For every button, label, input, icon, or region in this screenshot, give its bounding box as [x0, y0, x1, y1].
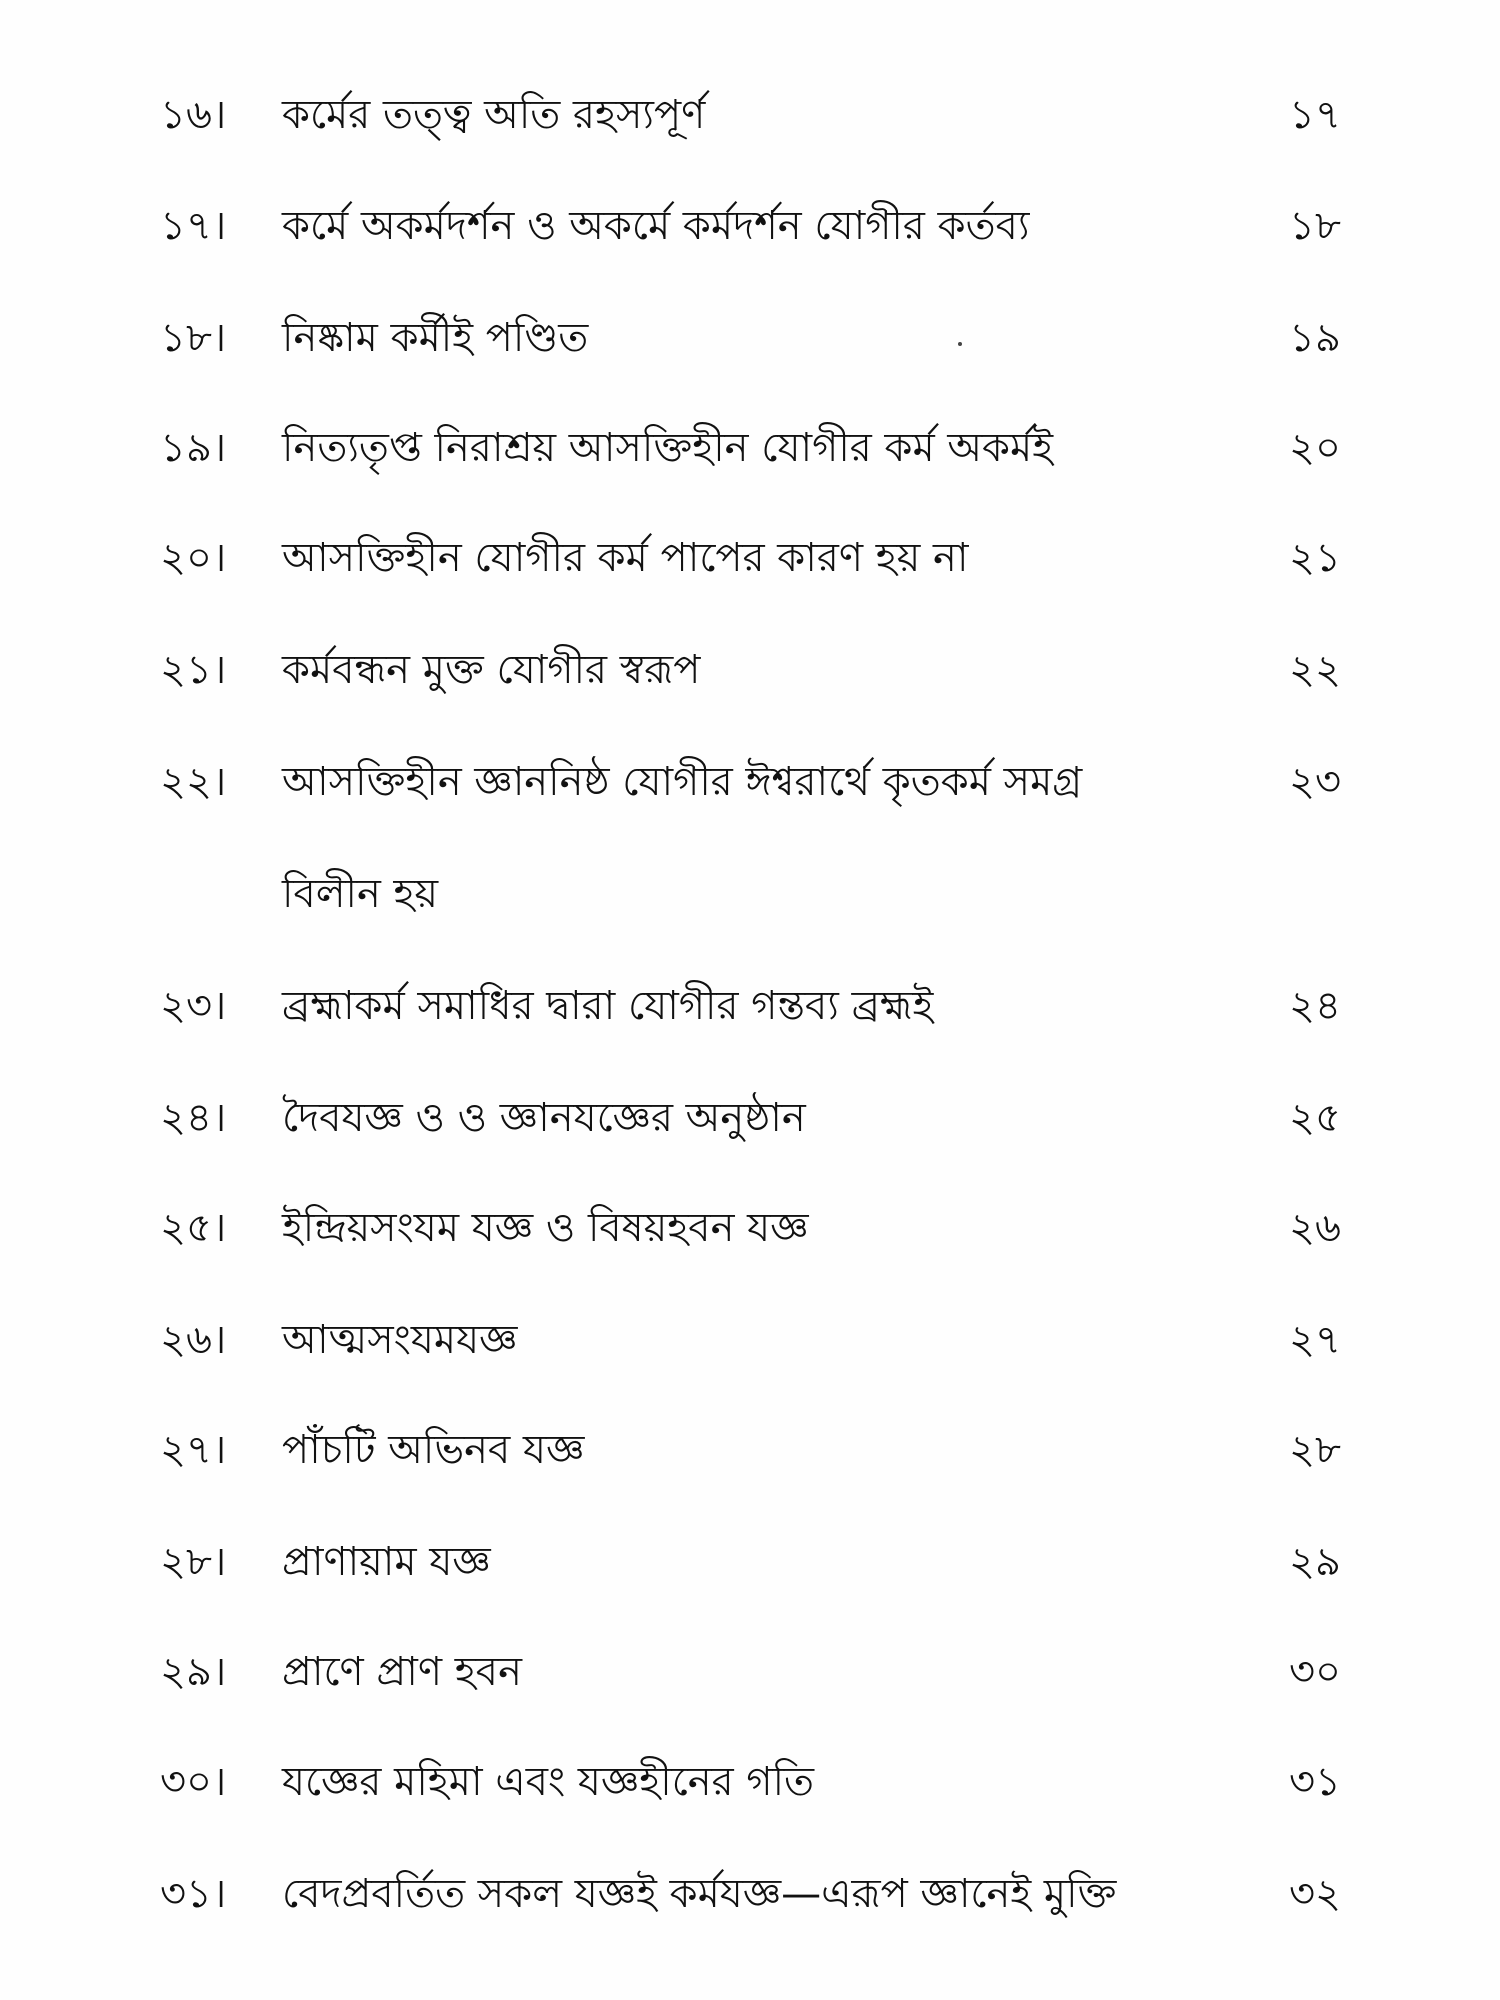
toc-entry-page: ২৯: [1289, 1539, 1341, 1585]
toc-entry-title-continuation: বিলীন হয়: [282, 871, 439, 917]
toc-entry-number: ২৯।: [160, 1649, 227, 1695]
toc-entry-number: ১৮।: [160, 315, 227, 361]
toc-entry-title: কর্মে অকর্মদর্শন ও অকর্মে কর্মদর্শন যোগীর কর্তব্য: [282, 203, 1030, 249]
toc-entry-page: ২৪: [1289, 983, 1341, 1029]
toc-entry-number: ২৪।: [160, 1095, 227, 1141]
toc-entry-number: ২২।: [160, 759, 227, 805]
toc-entry: [0, 640, 1500, 700]
toc-entry-number: ৩০।: [160, 1759, 227, 1805]
toc-entry-title: পাঁচটি অভিনব যজ্ঞ: [282, 1427, 585, 1473]
toc-entry-title: আসক্তিহীন যোগীর কর্ম পাপের কারণ হয় না: [282, 535, 969, 581]
toc-entry-title: কর্মবন্ধন মুক্ত যোগীর স্বরূপ: [282, 647, 701, 693]
toc-entry-page: ২৭: [1288, 1317, 1341, 1363]
toc-entry-page: ২২: [1288, 647, 1341, 693]
toc-entry-title: ব্রহ্মাকর্ম সমাধির দ্বারা যোগীর গন্তব্য ব্রহ্মই: [282, 983, 934, 1029]
toc-entry: [0, 1642, 1500, 1702]
toc-entry-page: ৩১: [1289, 1759, 1341, 1805]
toc-entry-title: কর্মের তত্ত্ব অতি রহস্যপূর্ণ: [282, 92, 706, 138]
toc-entry-page: ২০: [1288, 425, 1341, 471]
toc-entry: [0, 976, 1500, 1036]
toc-entry-number: ২৬।: [160, 1317, 227, 1363]
toc-entry-page: ৩০: [1288, 1649, 1341, 1695]
toc-entry-number: ১৭।: [160, 203, 227, 249]
toc-entry-title: প্রাণে প্রাণ হবন: [282, 1649, 522, 1695]
toc-entry: [0, 1752, 1500, 1812]
toc-entry-page: ২৫: [1289, 1095, 1341, 1141]
toc-entry: [0, 752, 1500, 917]
ink-speck: [958, 342, 962, 346]
toc-entry-number: ২০।: [160, 535, 227, 581]
toc-entry-page: ২১: [1289, 535, 1341, 581]
toc-entry-page: ১৮: [1289, 203, 1341, 249]
toc-entry: [0, 196, 1500, 256]
toc-entry: [0, 1420, 1500, 1480]
toc-entry-number: ২৫।: [160, 1205, 227, 1251]
toc-entry-title: নিষ্কাম কর্মীই পণ্ডিত: [282, 315, 589, 361]
toc-entry-title: আত্মসংযমযজ্ঞ: [282, 1317, 518, 1363]
toc-entry-title: নিত্যতৃপ্ত নিরাশ্রয় আসক্তিহীন যোগীর কর্ম অকর্মই: [282, 425, 1054, 471]
toc-entry-number: ৩১।: [160, 1871, 227, 1917]
toc-entry-title: আসক্তিহীন জ্ঞাননিষ্ঠ যোগীর ঈশ্বরার্থে কৃতকর্ম সমগ্র: [282, 759, 1083, 805]
toc-entry-page: ২৮: [1289, 1427, 1341, 1473]
toc-entry: [0, 308, 1500, 368]
toc-entry: [0, 528, 1500, 588]
toc-entry-number: ১৯।: [160, 425, 227, 471]
toc-entry: [0, 85, 1500, 145]
toc-entry-number: ২১।: [160, 647, 227, 693]
toc-entry-page: ১৭: [1289, 92, 1341, 138]
toc-entry-title: ইন্দ্রিয়সংযম যজ্ঞ ও বিষয়হবন যজ্ঞ: [282, 1205, 809, 1251]
toc-entry-number: ১৬।: [160, 92, 227, 138]
toc-entry: [0, 1088, 1500, 1148]
toc-entry: [0, 418, 1500, 478]
toc-entry-page: ১৯: [1289, 315, 1341, 361]
toc-entry: [0, 1310, 1500, 1370]
toc-entry: [0, 1864, 1500, 1924]
toc-entry: [0, 1198, 1500, 1258]
toc-entry-title: যজ্ঞের মহিমা এবং যজ্ঞহীনের গতি: [282, 1759, 815, 1805]
toc-entry-title: বেদপ্রবর্তিত সকল যজ্ঞই কর্মযজ্ঞ—এরূপ জ্ঞানেই মুক্তি: [282, 1871, 1117, 1917]
toc-entry-number: ২৮।: [160, 1539, 227, 1585]
toc-entry-title: দৈবযজ্ঞ ও ও জ্ঞানযজ্ঞের অনুষ্ঠান: [282, 1095, 806, 1141]
toc-entry: [0, 1532, 1500, 1592]
toc-entry-page: ২৬: [1288, 1205, 1341, 1251]
toc-entry-number: ২৩।: [160, 983, 227, 1029]
toc-entry-title: প্রাণায়াম যজ্ঞ: [282, 1539, 491, 1585]
toc-entry-page: ৩২: [1288, 1871, 1341, 1917]
toc-entry-page: ২৩: [1288, 759, 1341, 805]
toc-entry-number: ২৭।: [160, 1427, 227, 1473]
